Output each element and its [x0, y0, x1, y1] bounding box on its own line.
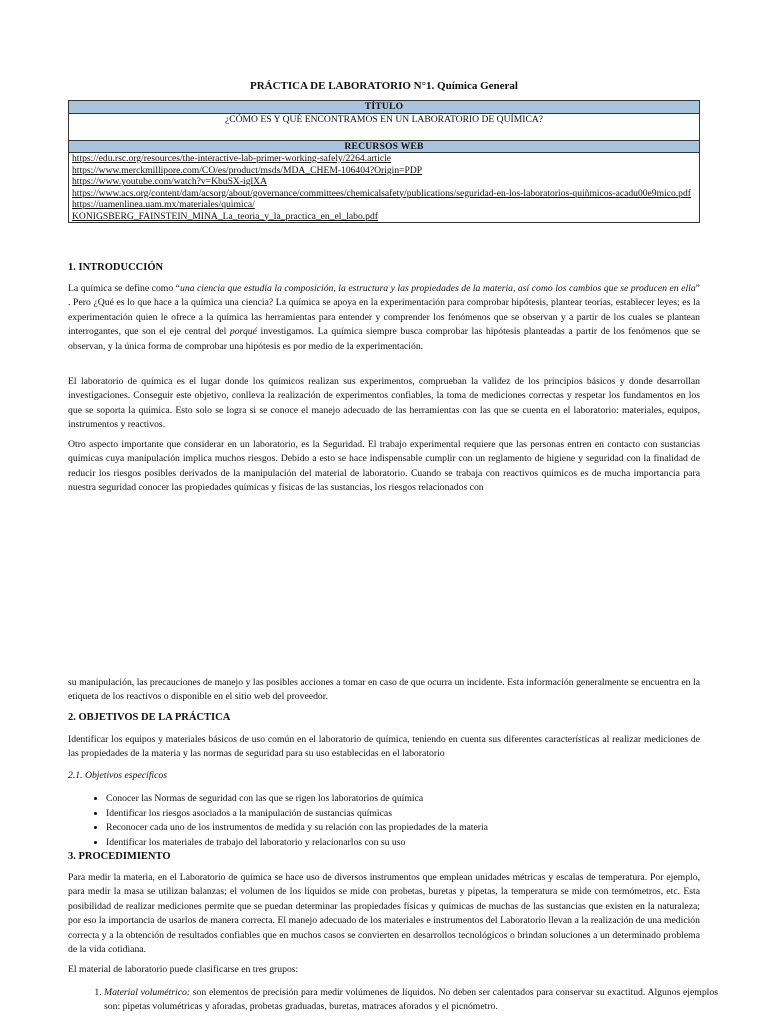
list-item: • Identificar los riesgos asociados a la manipulación de sustancias químicas	[106, 807, 716, 822]
title-header-cell: TÍTULO	[69, 101, 700, 114]
procedure-paragraph-1: Para medir la materia, en el Laboratorio de química se hace uso de diversos instrumentos que emplean unidades métricas y escalas de temperatura. Por ejemplo, para medir la masa se utilizan balanzas; el volumen de los líquidos se mide con probetas, buretas y pipetas, la temperatura se mide con termómetros, etc. Esta posibilidad de realizar mediciones permite que se puedan determinar las propiedades físicas y químicas de muchas de las sustancias que existen en la naturaleza; por eso la importancia de usarlos de manera correcta. El manejo adecuado de los materiales e instrumentos del Laboratorio llevan a la realización de una medición correcta y a la obtención de resultados confiables que en muchos casos se convierten en desarrollos tecnológicos o brindan soluciones a un determinado problema de la vida cotidiana.	[68, 872, 700, 956]
intro-paragraph-2: El laboratorio de química es el lugar donde los químicos realizan sus experimentos, comprueban la validez de los principios básicos y donde desarrollan investigaciones. Conseguir este objetivo, conlleva la realización de experimentos confiables, la toma de mediciones correctas y respetar los fundamentos en los que se soporta la química. Esto solo se logra si se conoce el manejo adecuado de las herramientas con las que se cuenta en el laboratorio: materiales, equipos, instrumentos y reactivos.	[68, 376, 700, 431]
material-group-term: Material volumétrico:	[104, 987, 191, 998]
list-item: 1. Material volumétrico: son elementos de precisión para medir volúmenes de líquidos. No deben ser calentados para conservar su exactitud. Algunos ejemplos son: pipetas volumétricas y aforadas, probetas graduadas, buretas, matraces aforados y el picnómetro.	[104, 986, 718, 1015]
intro-paragraph-1: La química se define como “una ciencia que estudia la composición, la estructura y las propiedades de la materia, así como los cambios que se producen en ella” . Pero ¿Qué es lo que hace a la química una ciencia? La química se apoya en la experimentación para comprobar hipótesis, plantear teorías, establecer leyes; es la experimentación quien le ofrece a la química las herramientas para entender y comprender los fenómenos que se observan y a partir de los cuales se plantean interrogantes, que son el eje central del porqué investigamos. La química siempre busca comprobar las hipótesis planteadas a partir de los fenómenos que se observan, y la única forma de comprobar una hipótesis es por medio de la experimentación.	[68, 283, 700, 352]
general-objective-paragraph: Identificar los equipos y materiales básicos de uso común en el laboratorio de química, teniendo en cuenta sus diferentes características al realizar mediciones de las propiedades de la materia y las normas de seguridad para su uso establecidas en el laboratorio	[68, 734, 700, 760]
list-item: • Identificar los materiales de trabajo del laboratorio y relacionarlos con su uso	[106, 836, 716, 851]
objectives-heading: 2. OBJETIVOS DE LA PRÁCTICA	[68, 712, 231, 723]
specific-objectives-subheading: 2.1. Objetivos específicos	[68, 770, 168, 781]
resource-link-merck[interactable]: https://www.merckmillipore.com/CO/es/product/msds/MDA_CHEM-106404?Origin=PDP	[72, 164, 423, 176]
title-main: PRÁCTICA DE LABORATORIO N°1.	[249, 80, 435, 92]
web-resources-header-cell: RECURSOS WEB	[69, 140, 700, 153]
resource-link-rsc[interactable]: https://edu.rsc.org/resources/the-interactive-lab-primer-working-safely/2264.article	[72, 153, 392, 164]
introduction-heading: 1. INTRODUCCIÓN	[68, 262, 164, 273]
procedure-heading: 3. PROCEDIMIENTO	[68, 851, 171, 862]
resource-link-acs[interactable]: https://www.acs.org/content/dam/acsorg/about/governance/committees/chemicalsafety/publications/seguridad-en-los-laboratorios-quiñmicos-acadu00e9mico.pdf	[72, 187, 691, 199]
intro-paragraph-4: su manipulación, las precauciones de manejo y las posibles acciones a tomar en caso de que ocurra un incidente. Esta información generalmente se encuentra en la etiqueta de los reactivos o disponible en el sitio web del proveedor.	[68, 677, 700, 703]
chemistry-definition-quote: una ciencia que estudia la composición, la estructura y las propiedades de la materia, así como los cambios que se producen en ella	[179, 283, 696, 294]
resource-link-youtube[interactable]: https://www.youtube.com/watch?v=KbuSX-iglXA	[72, 176, 268, 187]
title-sub: Química General	[437, 80, 518, 92]
procedure-paragraph-2: El material de laboratorio puede clasificarse en tres grupos:	[68, 964, 299, 975]
list-item: • Conocer las Normas de seguridad con las que se rigen los laboratorios de química	[106, 792, 716, 807]
practice-question-cell: ¿CÓMO ES Y QUÉ ENCONTRAMOS EN UN LABORATORIO DE QUÍMICA?	[69, 113, 700, 140]
document-title	[0, 80, 768, 92]
web-resources-links-cell	[69, 153, 700, 223]
material-groups-list	[86, 986, 718, 1015]
practice-info-table	[68, 100, 700, 223]
specific-objectives-list	[86, 792, 716, 850]
resource-link-konigsberg-pdf[interactable]: KONIGSBERG_FAINSTEIN_MINA_La_teoria_y_la_practica_en_el_labo.pdf	[72, 210, 378, 222]
list-item: • Reconocer cada uno de los instrumentos de medida y su relación con las propiedades de la materia	[106, 821, 716, 836]
resource-link-uam[interactable]: https://uamenlinea.uam.mx/materiales/quimica/	[72, 199, 255, 210]
intro-paragraph-3: Otro aspecto importante que considerar en un laboratorio, es la Seguridad. El trabajo experimental requiere que las personas entren en contacto con sustancias químicas cuya manipulación implica muchos riesgos. Debido a esto se hace indispensable cumplir con un reglamento de higiene y seguridad con la finalidad de reducir los riesgos posibles derivados de la manipulación del material de laboratorio. Cuando se trabaja con reactivos químicos es de mucha importancia para nuestra seguridad conocer las propiedades químicas y físicas de las sustancias, los riesgos relacionados con	[68, 439, 700, 494]
